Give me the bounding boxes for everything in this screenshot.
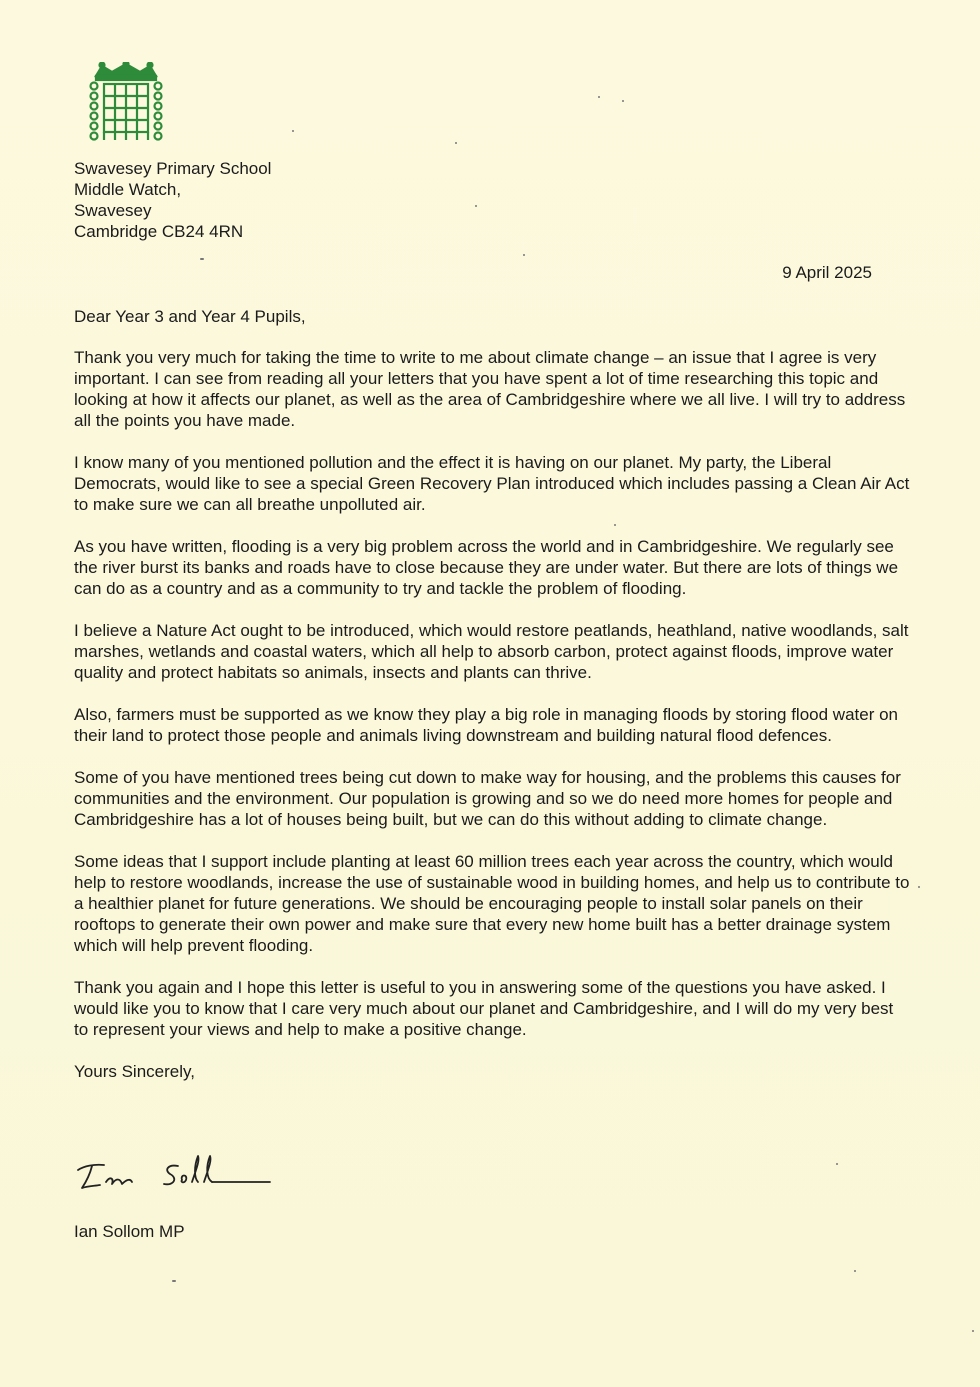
scan-speck [622, 100, 624, 102]
scan-speck [523, 254, 525, 256]
scan-speck [292, 130, 294, 132]
letter-body [74, 306, 910, 1082]
letter-date: 9 April 2025 [782, 263, 872, 282]
paragraph: I believe a Nature Act ought to be introduced, which would restore peatlands, heathland, native woodlands, salt marshes, wetlands and coastal waters, which all help to absorb carbon, protect against floods, improve water quality and protect habitats so animals, insects and plants can thrive. [74, 621, 909, 682]
salutation: Dear Year 3 and Year 4 Pupils, [74, 307, 306, 326]
scan-speck [836, 1163, 838, 1165]
portcullis-icon [86, 62, 166, 146]
paragraph: As you have written, flooding is a very big problem across the world and in Cambridgeshire. We regularly see the river burst its banks and roads have to close because they are under water. But there are lots of things we can do as a country and as a community to try and tackle the problem of flooding. [74, 537, 899, 598]
scan-speck [614, 524, 616, 526]
scan-speck [475, 205, 477, 207]
address-line: Swavesey Primary School [74, 159, 272, 178]
scan-speck [918, 886, 920, 888]
recipient-address [74, 158, 271, 242]
paragraph: Some ideas that I support include planting at least 60 million trees each year across the country, which would help to restore woodlands, increase the use of sustainable wood in building homes, and help us to contribute to a healthier planet for future generations. We should be encouraging people to install solar panels on their rooftops to generate their own power and make sure that every new home built has a better drainage system which will help prevent flooding. [74, 852, 910, 955]
address-line: Cambridge CB24 4RN [74, 222, 244, 241]
paragraph: Some of you have mentioned trees being cut down to make way for housing, and the problems this causes for communities and the environment. Our population is growing and so we do need more homes for people and Cambridgeshire has a lot of houses being built, but we can do this without adding to climate change. [74, 768, 901, 829]
scan-speck [455, 142, 457, 144]
handwritten-signature [70, 1148, 280, 1198]
paragraph: Thank you very much for taking the time to write to me about climate change – an issue that I agree is very important. I can see from reading all your letters that you have spent a lot of time researching this topic and looking at how it affects our planet, as well as the area of Cambridgeshire where we all live. I will try to address all the points you have made. [74, 348, 906, 430]
scan-speck [200, 258, 204, 260]
scan-speck [598, 96, 600, 98]
paragraph: Thank you again and I hope this letter is useful to you in answering some of the questions you have asked. I would like you to know that I care very much about our planet and Cambridgeshire, and I will do my very best to represent your views and help to make a positive change. [74, 978, 894, 1039]
scan-speck [854, 1270, 856, 1272]
scan-speck [972, 1330, 974, 1332]
scan-speck [172, 1280, 176, 1282]
signatory-name: Ian Sollom MP [74, 1222, 185, 1241]
address-line: Middle Watch, [74, 180, 182, 199]
paragraph: Also, farmers must be supported as we know they play a big role in managing floods by storing flood water on their land to protect those people and animals living downstream and building natural flood defences. [74, 705, 898, 745]
address-line: Swavesey [74, 201, 152, 220]
paragraph: I know many of you mentioned pollution and the effect it is having on our planet. My party, the Liberal Democrats, would like to see a special Green Recovery Plan introduced which includes passing a Clean Air Act to make sure we can all breathe unpolluted air. [74, 453, 910, 514]
closing: Yours Sincerely, [74, 1062, 195, 1081]
